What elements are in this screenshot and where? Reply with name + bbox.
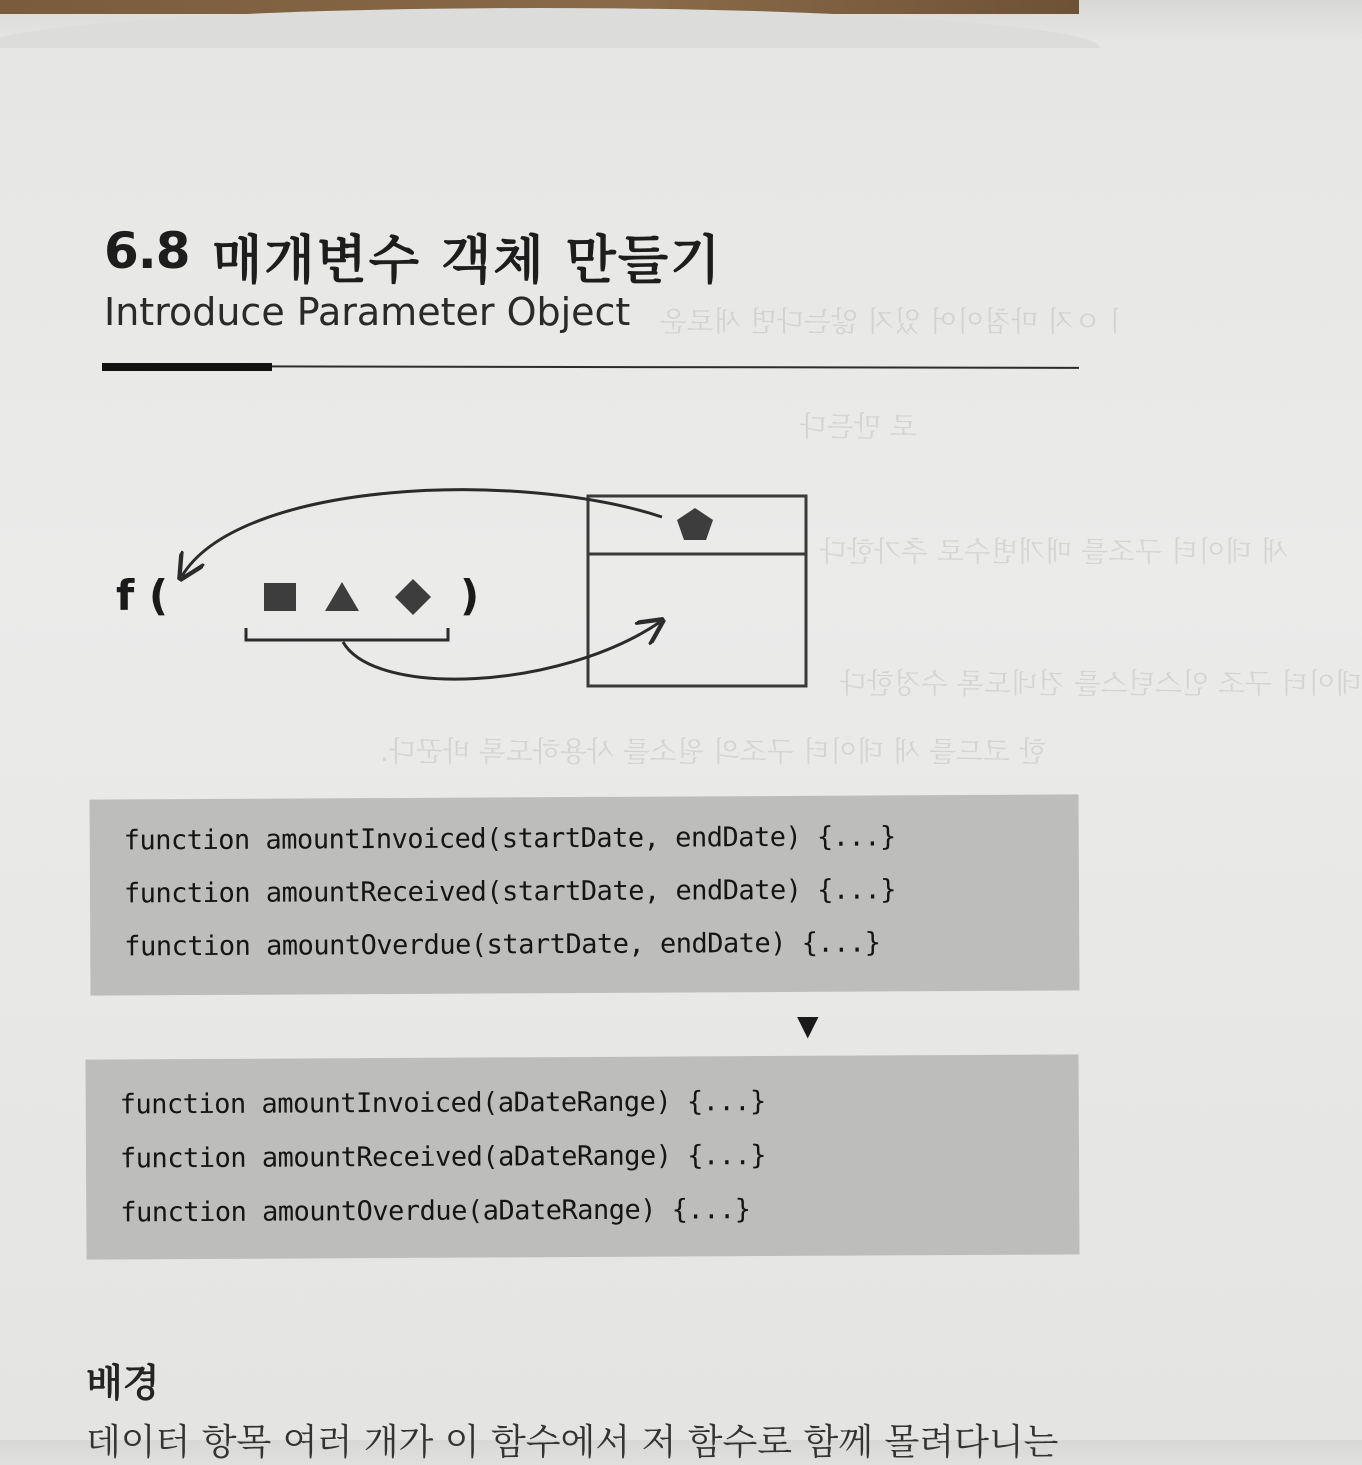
code-line: function amountReceived(startDate, endDate) {...} [123, 874, 897, 910]
code-line: function amountInvoiced(aDateRange) {...} [119, 1086, 766, 1121]
function-label: f ( [116, 571, 169, 620]
bleed-through: 로 만든다 [800, 410, 918, 443]
refactoring-diagram [100, 470, 820, 704]
section-subtitle: Introduce Parameter Object [104, 290, 631, 334]
pentagon-object-icon [677, 508, 713, 540]
next-section-heading: 배경 [86, 1361, 160, 1405]
params-bracket [246, 628, 448, 640]
bleed-through: 한 코드를 새 데이터 구조의 원소를 사용하도록 바꾼다. [380, 735, 1047, 768]
bleed-through: ㅣㅇ지 마침이어 있지 않는다면 새로운 [660, 305, 1129, 338]
code-line: function amountOverdue(startDate, endDate) {...} [124, 927, 881, 963]
code-after-block [85, 1054, 1079, 1259]
diamond-param-icon [395, 579, 431, 615]
code-line: function amountReceived(aDateRange) {...} [119, 1140, 767, 1175]
triangle-param-icon [325, 582, 359, 611]
arrow-params-to-object [343, 622, 660, 679]
square-param-icon [264, 583, 296, 611]
diagram-svg [100, 470, 820, 700]
body-text-fragment: 데이터 항목 여러 개가 이 함수에서 저 함수로 함께 몰려다니는 [86, 1422, 1059, 1463]
transform-arrow-icon: ▼ [797, 1009, 819, 1042]
code-line: function amountInvoiced(startDate, endDate) {...} [123, 821, 896, 857]
close-paren: ) [460, 571, 480, 620]
code-line: function amountOverdue(aDateRange) {...} [120, 1194, 751, 1229]
arrow-object-to-function [182, 490, 662, 576]
section-number: 6.8 [104, 222, 190, 280]
section-title: 매개변수 객체 만들기 [212, 231, 723, 291]
title-rule-accent [102, 363, 272, 371]
code-before-block [89, 794, 1079, 995]
page-curl [0, 8, 1100, 48]
bleed-through: 새 데이터 구조를 매개변수로 추가한다 [820, 535, 1289, 568]
bleed-through: 데이터 구조 인스턴스를 건네도록 수정한다 [840, 667, 1362, 700]
